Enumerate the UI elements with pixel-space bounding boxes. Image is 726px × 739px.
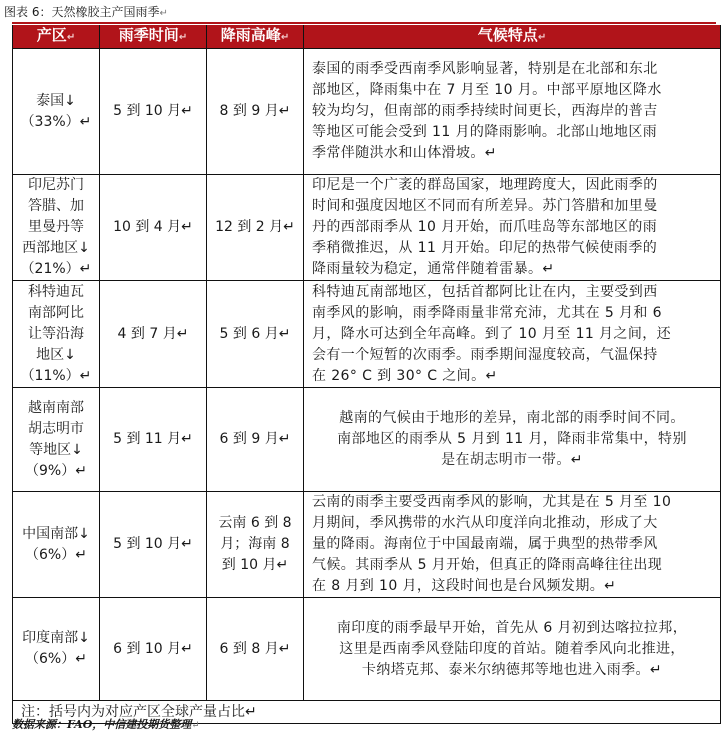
cell-rainy-season: 4 到 7 月↵ (100, 281, 207, 388)
header-climate: 气候特点↵ (304, 25, 721, 49)
cell-region (13, 598, 100, 701)
cell-rainy-season: 5 到 10 月↵ (100, 49, 207, 175)
cell-line: 科特迪瓦南部地区，包括首都阿比让在内，主要受到西 (312, 283, 658, 300)
cell-peak: 6 到 9 月↵ (207, 388, 304, 492)
cell-line: （6%）↵ (25, 651, 87, 667)
cell-line: 云南的雨季主要受西南季风的影响，尤其是在 5 月至 10 (312, 494, 672, 510)
cell-line: 泰国的雨季受西南季风影响显著，特别是在北部和东北 (312, 61, 658, 77)
cell-line: 季常伴随洪水和山体滑坡。↵ (312, 145, 497, 161)
cell-line: 量的降雨。海南位于中国最南端，属于典型的热带季风 (312, 536, 658, 552)
table-row (13, 598, 721, 701)
header-region: 产区↵ (13, 25, 100, 49)
cell-line: 南季风的影响，雨季降雨量非常充沛，尤其在 5 月和 6 (312, 304, 662, 321)
cell-line: 较为均匀，但南部的雨季持续时间更长，西海岸的普吉 (312, 103, 658, 119)
caption-title: 图表 6：天然橡胶主产国雨季 (4, 5, 160, 19)
cell-climate (304, 388, 721, 492)
cell-line: 等地区↓ (29, 441, 83, 458)
cell-line: 让等沿海 (28, 325, 84, 342)
cell-line: 丹的西部雨季从 10 月开始，而爪哇岛等东部地区的雨 (312, 219, 658, 235)
cell-line: 到 10 月↵ (221, 557, 289, 573)
cell-line: 这里是西南季风登陆印度的首站。随着季风向北推进， (339, 640, 685, 657)
cell-region (13, 49, 100, 175)
cell-line: 气候。其雨季从 5 月开始，但真正的降雨高峰往往出现 (312, 557, 663, 573)
cell-peak: 12 到 2 月↵ (207, 175, 304, 281)
cell-climate (304, 492, 721, 598)
cell-line: （33%）↵ (20, 113, 92, 130)
cell-line: 部地区，降雨集中在 7 月至 10 月。中部平原地区降水 (312, 82, 662, 98)
cell-rainy-season: 5 到 10 月↵ (100, 492, 207, 598)
cell-peak: 8 到 9 月↵ (207, 49, 304, 175)
cell-line: 南印度的雨季最早开始，首先从 6 月初到达喀拉拉邦， (336, 619, 688, 636)
cell-line: 里曼丹等 (28, 219, 84, 235)
cell-line: 月；海南 8 (220, 536, 290, 552)
cell-line: 月期间，季风携带的水汽从印度洋向北推动，形成了大 (312, 515, 658, 531)
cell-line: （6%）↵ (25, 546, 87, 563)
cell-line: 在 26° C 到 30° C 之间。↵ (312, 367, 498, 384)
cell-line: （21%）↵ (20, 261, 92, 277)
cell-line: 地区↓ (36, 346, 76, 363)
cell-rainy-season: 6 到 10 月↵ (100, 598, 207, 701)
cell-line: 南部地区的雨季从 5 月到 11 月，降雨非常集中，特别 (337, 431, 687, 447)
cell-line: 云南 6 到 8 (218, 515, 292, 531)
cell-line: 越南南部 (28, 399, 84, 416)
table-row (13, 175, 721, 281)
cell-line: 会有一个短暂的次雨季。雨季期间湿度较高，气温保持 (312, 346, 658, 363)
cell-climate (304, 281, 721, 388)
cell-line: 等地区可能会受到 11 月的降雨影响。北部山地地区雨 (312, 124, 658, 140)
source-return-mark: ↵ (191, 720, 200, 731)
figure-caption (4, 4, 168, 22)
cell-line: 科特迪瓦 (28, 283, 84, 300)
cell-line: 印度南部↓ (22, 630, 90, 646)
rainy-season-table (12, 25, 721, 724)
cell-region (13, 388, 100, 492)
cell-line: 胡志明市 (28, 420, 84, 437)
cell-line: 南部阿比 (28, 304, 84, 321)
cell-line: 是在胡志明市一带。↵ (441, 452, 583, 468)
source-text: 数据来源：FAO，中信建投期货整理 (12, 718, 192, 731)
cell-peak: 6 到 8 月↵ (207, 598, 304, 701)
caption-rule (12, 22, 716, 24)
cell-line: 季稍微推迟，从 11 月开始。印尼的热带气候使雨季的 (312, 240, 658, 256)
cell-peak (207, 492, 304, 598)
cell-climate (304, 175, 721, 281)
table-note: 注：括号内为对应产区全球产量占比↵ (13, 701, 721, 724)
cell-rainy-season: 10 到 4 月↵ (100, 175, 207, 281)
table-header-row (13, 25, 721, 49)
table-row (13, 492, 721, 598)
header-peak: 降雨高峰↵ (207, 25, 304, 49)
cell-line: （11%）↵ (20, 367, 92, 384)
cell-line: 西部地区↓ (22, 240, 90, 256)
cell-line: 月，降水可达到全年高峰。到了 10 月至 11 月之间，还 (312, 325, 672, 342)
cell-peak: 5 到 6 月↵ (207, 281, 304, 388)
cell-line: 卡纳塔克邦、泰米尔纳德邦等地也进入雨季。↵ (361, 661, 663, 678)
cell-line: 时间和强度因地区不同而有所差异。苏门答腊和加里曼 (312, 198, 658, 214)
cell-region (13, 492, 100, 598)
table-row (13, 388, 721, 492)
header-rainy-season: 雨季时间↵ (100, 25, 207, 49)
cell-climate (304, 49, 721, 175)
caption-return-mark: ↵ (159, 8, 168, 19)
data-source (12, 716, 200, 732)
cell-line: 泰国↓ (36, 92, 76, 109)
cell-line: 印尼是一个广袤的群岛国家，地理跨度大，因此雨季的 (312, 177, 658, 193)
cell-line: 越南的气候由于地形的差异，南北部的雨季时间不同。 (339, 410, 685, 426)
cell-line: 印尼苏门 (28, 177, 84, 193)
cell-region (13, 175, 100, 281)
table-body (13, 49, 721, 701)
cell-line: 在 8 月到 10 月，这段时间也是台风频发期。↵ (312, 578, 617, 594)
cell-line: （9%）↵ (25, 462, 87, 479)
cell-line: 降雨量较为稳定，通常伴随着雷暴。↵ (312, 261, 555, 277)
cell-region (13, 281, 100, 388)
cell-line: 答腊、加 (28, 198, 84, 214)
cell-climate (304, 598, 721, 701)
table-row (13, 49, 721, 175)
cell-line: 中国南部↓ (22, 525, 90, 542)
table-row (13, 281, 721, 388)
cell-rainy-season: 5 到 11 月↵ (100, 388, 207, 492)
